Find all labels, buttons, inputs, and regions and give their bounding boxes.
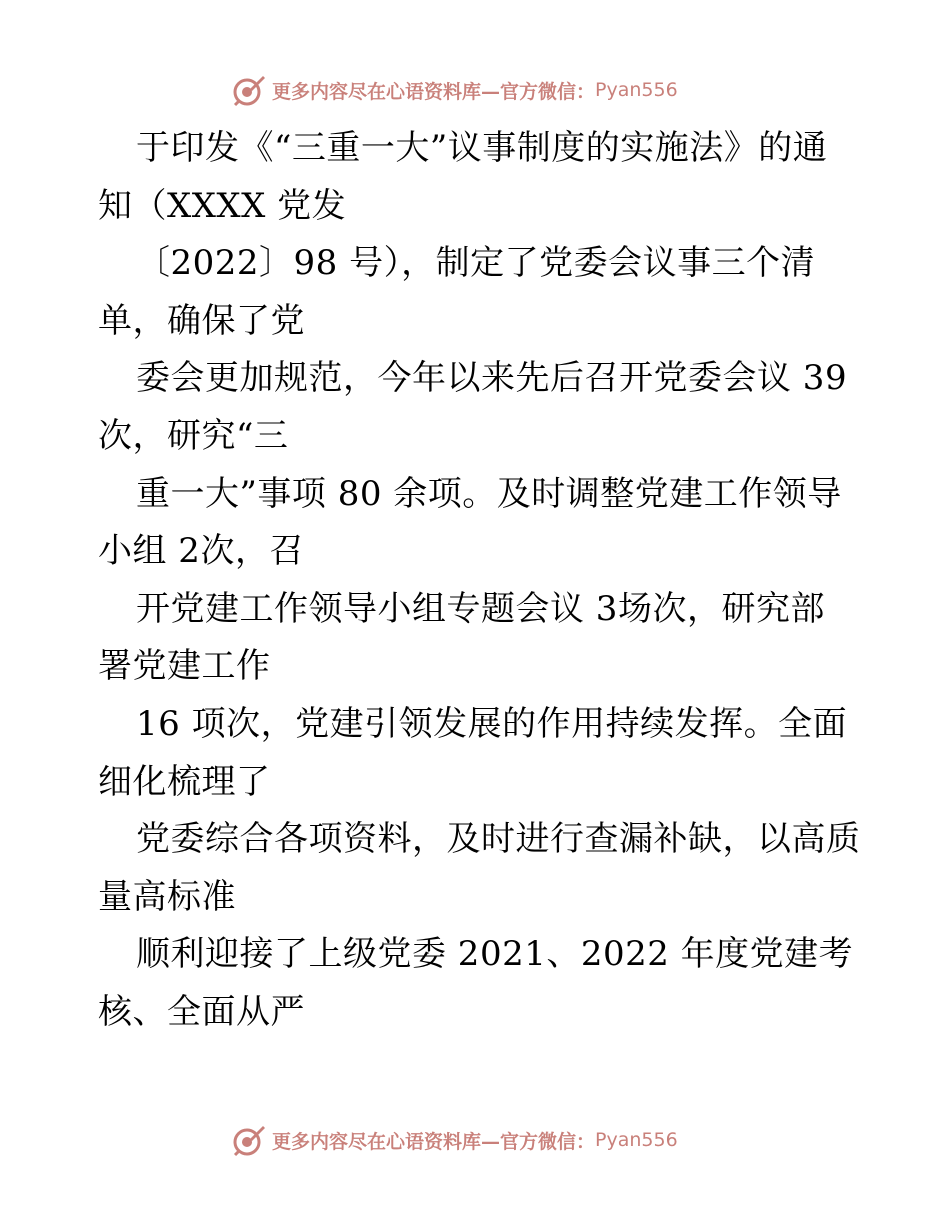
text-line: 次，研究“三 <box>98 415 289 456</box>
watermark-contact: Pyan556 <box>595 79 678 101</box>
text-line: 16 项次，党建引领发展的作用持续发挥。全面 <box>136 703 848 744</box>
text-line: 核、全面从严 <box>98 991 305 1032</box>
text-line: 于印发《“三重一大”议事制度的实施法》的通 <box>136 128 828 168</box>
footer-watermark <box>232 1120 732 1160</box>
watermark-text: 更多内容尽在心语资料库—官方微信： <box>272 1130 596 1153</box>
text-line: 量高标准 <box>98 876 236 917</box>
watermark-contact: Pyan556 <box>595 1129 678 1151</box>
text-line: 〔2022〕98 号），制定了党委会议事三个清 <box>136 243 816 284</box>
text-line: 知（XXXX 党发 <box>98 185 347 226</box>
quill-logo-icon <box>232 73 266 107</box>
text-line: 党委综合各项资料，及时进行查漏补缺，以高质 <box>136 819 861 860</box>
text-line: 署党建工作 <box>98 646 271 687</box>
text-line: 开党建工作领导小组专题会议 3场次，研究部 <box>136 588 825 629</box>
watermark-text: 更多内容尽在心语资料库—官方微信： <box>272 80 596 103</box>
text-line: 重一大”事项 80 余项。及时调整党建工作领导 <box>136 473 842 514</box>
quill-logo-icon <box>232 1123 266 1157</box>
text-line: 委会更加规范，今年以来先后召开党委会议 39 <box>136 358 848 399</box>
document-body <box>98 120 888 1042</box>
text-line: 小组 2次，召 <box>98 531 304 572</box>
text-line: 顺利迎接了上级党委 2021、2022 年度党建考 <box>136 934 854 975</box>
text-line: 单，确保了党 <box>98 300 305 341</box>
header-watermark <box>232 70 732 110</box>
text-line: 细化梳理了 <box>98 761 271 802</box>
